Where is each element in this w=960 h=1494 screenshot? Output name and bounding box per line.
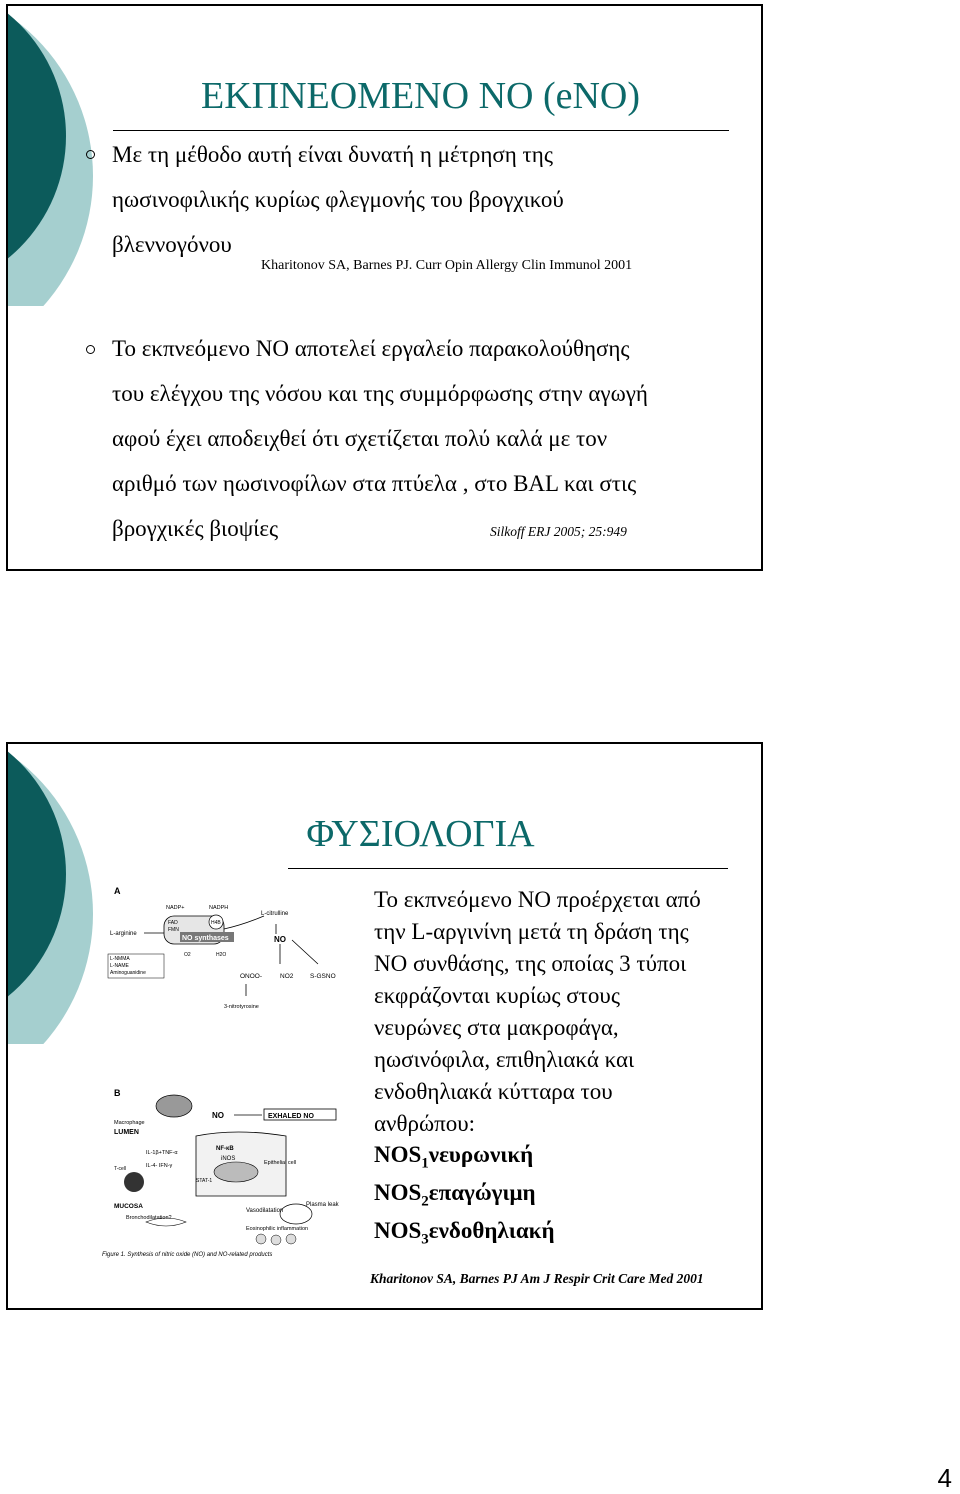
text-line: ηωσινοφιλικής κυρίως φλεγμονής του βρογχικού <box>112 187 564 212</box>
text-line: αριθμό των ηωσινοφίλων στα πτύελα , στο BAL και στις <box>112 471 637 496</box>
text-line: ΝΟ συνθάσης, της οποίας 3 τύποι <box>374 951 687 976</box>
text-line: Το εκπνεόμενο ΝΟ προέρχεται από <box>374 887 701 912</box>
panel-b-label: B <box>114 1088 121 1098</box>
figure-label: 3-nitrotyrosine <box>224 1004 259 1010</box>
figure-label: NO <box>212 1111 224 1120</box>
citation: Silkoff ERJ 2005; 25:949 <box>490 524 627 539</box>
text-line: εκφράζονται κυρίως στους <box>374 983 620 1008</box>
figure-label: Epithelial cell <box>264 1160 297 1166</box>
figure-label: L-NMMA <box>110 956 130 962</box>
figure-label: S-GSNO <box>310 973 336 980</box>
title-divider <box>113 130 729 131</box>
figure-label: NO <box>274 935 286 944</box>
panel-a-label: A <box>114 886 121 896</box>
bullet-icon <box>86 345 95 354</box>
text-line: βρογχικές βιοψίες <box>112 516 279 541</box>
figure-label: IL-4- IFN-γ <box>146 1163 173 1169</box>
t-cell-shape <box>124 1172 144 1192</box>
nos-item: $NOS_3\varepsilon\nu\delta o\theta\eta\lambda\iota\alpha\kappa ή$ <box>374 1218 555 1248</box>
figure-label: MUCOSA <box>114 1203 143 1210</box>
figure-label: NADP+ <box>166 905 185 911</box>
figure-label: L-arginine <box>110 931 137 937</box>
figure-label: L-NAME <box>110 963 129 969</box>
bullet-icon <box>86 150 95 159</box>
nos-item: $NOS_2\varepsilon\pi\alpha\gamma ώ\gamma\iota\mu\eta$ <box>374 1180 536 1210</box>
text-line: την L-αργινίνη μετά τη δράση της <box>374 919 689 944</box>
text-line: Το εκπνεόμενο ΝΟ αποτελεί εργαλείο παρακολούθησης <box>112 336 630 361</box>
slide-title: ΦΥΣΙΟΛΟΓΙΑ <box>306 813 535 855</box>
figure-label: LUMEN <box>114 1129 139 1136</box>
figure-label: H2O <box>216 952 227 958</box>
figure-label: Bronchodilatation? <box>126 1215 172 1221</box>
macrophage-shape <box>156 1095 192 1117</box>
figure-label: FAD <box>168 920 178 926</box>
figure-label: NF-κB <box>216 1146 234 1152</box>
figure-label: Aminoguanidine <box>110 970 146 976</box>
title-divider <box>288 868 728 869</box>
figure-label: H4B <box>211 920 221 926</box>
figure-label: Eosinophilic inflammation <box>246 1226 309 1232</box>
figure-label: NADPH <box>209 905 229 911</box>
figure-label: STAT-1 <box>196 1178 213 1184</box>
figure-label: Plasma leak <box>306 1202 339 1208</box>
no-synthesis-figure <box>96 884 366 1269</box>
nos-item: $NOS_1\nu\varepsilon\upsilon\rho\omega\nu\iota\kappa ή$ <box>374 1142 534 1172</box>
text-line: νευρώνες στα μακροφάγα, <box>374 1015 619 1040</box>
text-line: ηωσινόφιλα, επιθηλιακά και <box>374 1047 635 1072</box>
figure-label: NO2 <box>280 973 294 980</box>
figure-label: Macrophage <box>114 1120 145 1126</box>
text-line: βλεννογόνου <box>112 232 232 257</box>
page-number: 4 <box>937 1463 952 1493</box>
citation: Kharitonov SA, Barnes PJ Am J Respir Crit Care Med 2001 <box>370 1271 704 1286</box>
figure-label: IL-1β+TNF-α <box>146 1150 178 1156</box>
slide-title: ΕΚΠΝΕΟΜΕΝΟ ΝΟ (eNO) <box>200 75 641 117</box>
figure-label: O2 <box>184 952 191 958</box>
text-line: ενδοθηλιακά κύτταρα του <box>374 1079 613 1104</box>
slide-decoration <box>8 6 98 306</box>
slide-1 <box>6 4 763 571</box>
citation: Kharitonov SA, Barnes PJ. Curr Opin Allergy Clin Immunol 2001 <box>261 258 633 273</box>
text-line: αφού έχει αποδειχθεί ότι σχετίζεται πολύ καλά με τον <box>112 426 608 451</box>
text-line: του ελέγχου της νόσου και της συμμόρφωσης στην αγωγή <box>112 381 648 406</box>
figure-label: T-cell <box>114 1166 126 1172</box>
text-line: ανθρώπου: <box>374 1111 475 1136</box>
figure-label: NO synthases <box>182 935 229 942</box>
figure-caption: Figure 1. Synthesis of nitric oxide (NO) and NO-related products <box>102 1252 273 1258</box>
figure-label: Vasodilatation <box>246 1208 284 1214</box>
figure-label: L-citrulline <box>261 911 289 917</box>
figure-label: ONOO- <box>240 973 263 980</box>
bullet-1-text <box>112 132 564 267</box>
slide-decoration <box>8 744 98 1044</box>
figure-label: EXHALED NO <box>268 1113 314 1120</box>
text-line: Με τη μέθοδο αυτή είναι δυνατή η μέτρηση της <box>112 142 553 167</box>
slide-2-body-text <box>374 884 763 1140</box>
figure-label: iNOS <box>221 1156 236 1162</box>
slide-2 <box>6 742 763 1310</box>
bullet-2-text <box>112 326 648 551</box>
figure-label: FMN <box>168 927 179 933</box>
